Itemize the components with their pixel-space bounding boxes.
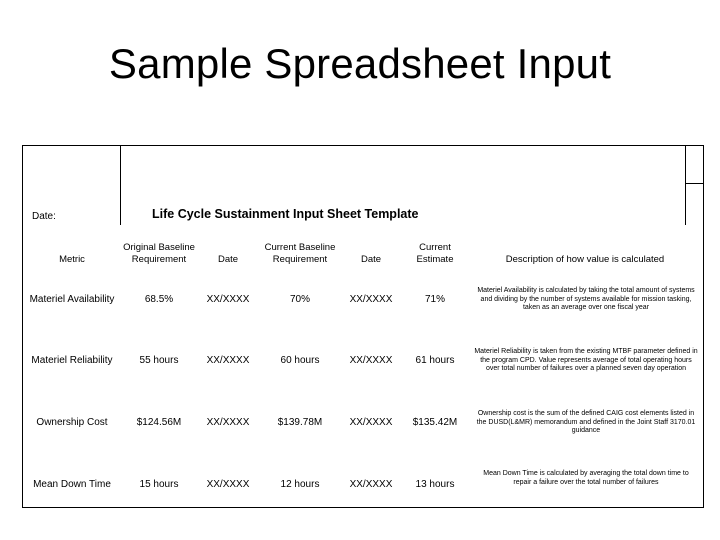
table-cell-description: Materiel Availability is calculated by taking the total amount of systems and dividing by the number of systems available for mission tasking, taken as an average over one fiscal year xyxy=(477,287,695,312)
table-cell-estimate: 61 hours xyxy=(415,355,455,366)
grid-line xyxy=(120,145,121,225)
grid-line xyxy=(685,183,704,184)
grid-line xyxy=(22,145,704,146)
table-cell-current-baseline: 12 hours xyxy=(280,479,320,490)
table-row-metric: Mean Down Time xyxy=(33,479,111,490)
header-description: Description of how value is calculated xyxy=(505,254,665,265)
spreadsheet xyxy=(22,145,704,508)
grid-line xyxy=(703,145,704,508)
header-date: Date xyxy=(217,254,239,265)
table-cell-original: 55 hours xyxy=(139,355,179,366)
date-label: Date: xyxy=(32,211,56,222)
table-row-metric: Ownership Cost xyxy=(36,417,108,428)
sheet-title: Life Cycle Sustainment Input Sheet Template xyxy=(152,207,419,221)
table-row-metric: Materiel Reliability xyxy=(31,355,113,366)
grid-line xyxy=(22,145,23,508)
table-cell-date: XX/XXXX xyxy=(349,294,393,305)
table-cell-original: 15 hours xyxy=(139,479,179,490)
table-cell-date: XX/XXXX xyxy=(206,355,250,366)
table-cell-date: XX/XXXX xyxy=(349,479,393,490)
header-date: Date xyxy=(360,254,382,265)
table-cell-description: Materiel Reliability is taken from the existing MTBF parameter defined in the program CPD. Value represents average of total operating hours over total number of failures over a planned seven day operation xyxy=(474,348,698,373)
table-cell-date: XX/XXXX xyxy=(206,417,250,428)
table-cell-original: $124.56M xyxy=(136,417,182,428)
table-cell-date: XX/XXXX xyxy=(349,355,393,366)
table-cell-original: 68.5% xyxy=(144,294,174,305)
table-cell-description: Ownership cost is the sum of the defined CAIG cost elements listed in the DUSD(L&MR) memorandum and defined in the Joint Staff 3170.01 guidance xyxy=(476,410,696,435)
table-cell-current-baseline: 70% xyxy=(289,294,310,305)
slide-title: Sample Spreadsheet Input xyxy=(108,40,612,87)
table-cell-description: Mean Down Time is calculated by averaging the total down time to repair a failure over the total number of failures xyxy=(483,470,689,486)
header-current-estimate: Current Estimate xyxy=(416,242,454,265)
table-cell-estimate: $135.42M xyxy=(412,417,458,428)
table-row-metric: Materiel Availability xyxy=(29,294,115,305)
grid-line xyxy=(685,145,686,225)
header-original-baseline: Original Baseline Requirement xyxy=(123,242,195,265)
table-cell-date: XX/XXXX xyxy=(206,294,250,305)
table-cell-date: XX/XXXX xyxy=(206,479,250,490)
table-cell-date: XX/XXXX xyxy=(349,417,393,428)
table-cell-estimate: 71% xyxy=(424,294,445,305)
header-metric: Metric xyxy=(59,254,85,265)
table-cell-current-baseline: 60 hours xyxy=(280,355,320,366)
table-cell-current-baseline: $139.78M xyxy=(277,417,323,428)
header-current-baseline: Current Baseline Requirement xyxy=(264,242,336,265)
table-cell-estimate: 13 hours xyxy=(415,479,455,490)
